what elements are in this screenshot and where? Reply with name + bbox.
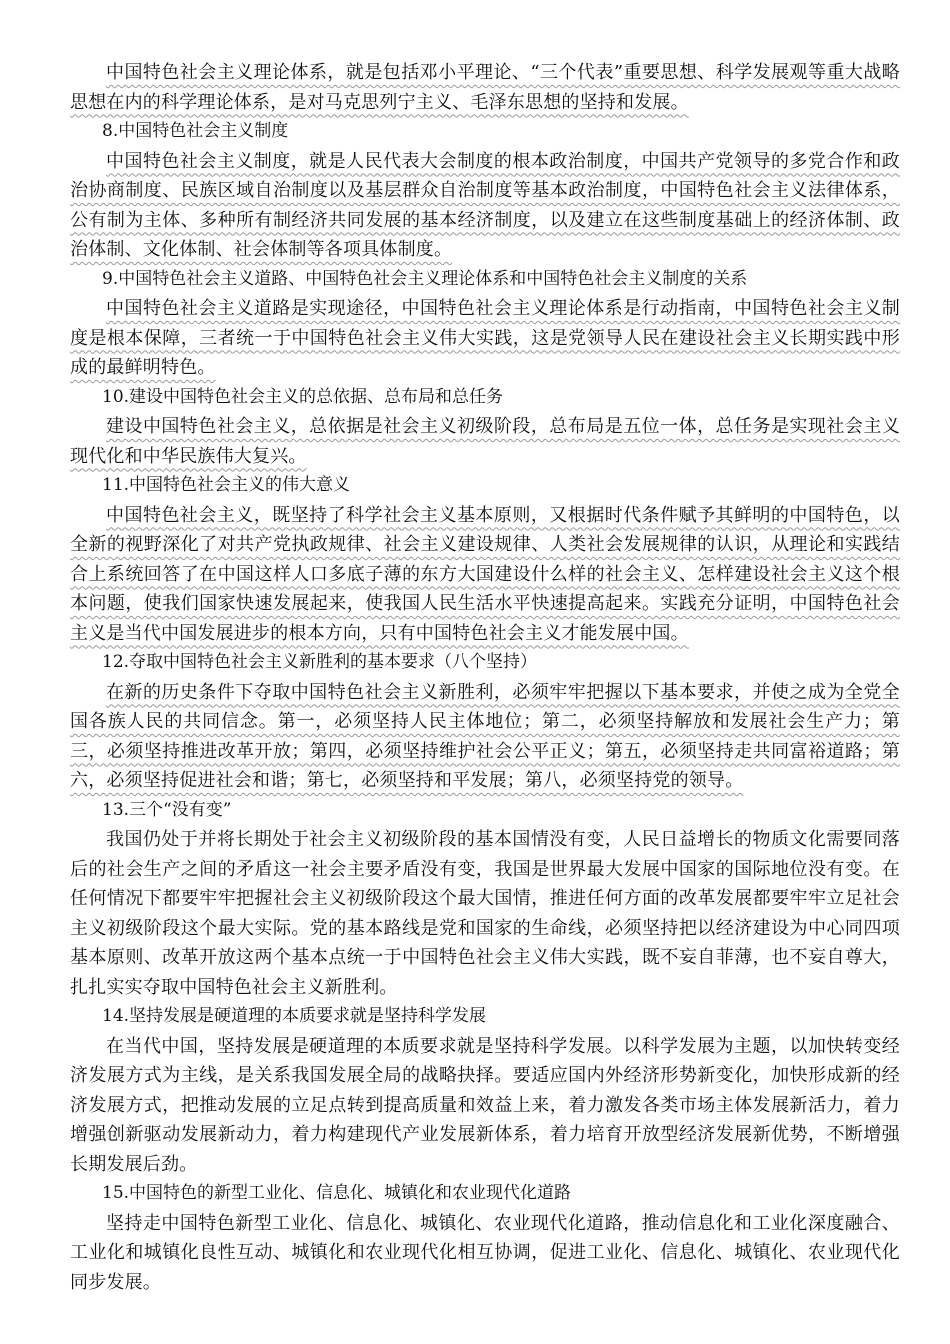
section-15 bbox=[70, 1179, 900, 1297]
paragraph: 在新的历史条件下夺取中国特色社会主义新胜利，必须牢牢把握以下基本要求，并使之成为全党全国各族人民的共同信念。第一，必须坚持人民主体地位；第二，必须坚持解放和发展社会生产力；第三，必须坚持推进改革开放；第四，必须坚持维护社会公平正义；第五，必须坚持走共同富裕道路；第六，必须坚持促进社会和谐；第七，必须坚持和平发展；第八，必须坚持党的领导。 bbox=[70, 681, 900, 791]
paragraph: 中国特色社会主义理论体系，就是包括邓小平理论、“三个代表”重要思想、科学发展观等重大战略思想在内的科学理论体系，是对马克思列宁主义、毛泽东思想的坚持和发展。 bbox=[70, 62, 900, 113]
section-heading: 10.建设中国特色社会主义的总依据、总布局和总任务 bbox=[102, 386, 504, 407]
section-heading: 13.三个“没有变” bbox=[102, 799, 232, 820]
section-14 bbox=[70, 1002, 900, 1179]
paragraph: 在当代中国，坚持发展是硬道理的本质要求就是坚持科学发展。以科学发展为主题，以加快转变经济发展方式为主线，是关系我国发展全局的战略抉择。要适应国内外经济形势新变化，加快形成新的经济发展方式，把推动发展的立足点转到提高质量和效益上来，着力激发各类市场主体发展新活力，着力增强创新驱动发展新动力，着力构建现代产业发展新体系，着力培育开放型经济发展新优势，不断增强长期发展后劲。 bbox=[70, 1035, 900, 1175]
paragraph: 坚持走中国特色新型工业化、信息化、城镇化、农业现代化道路，推动信息化和工业化深度融合、工业化和城镇化良性互动、城镇化和农业现代化相互协调，促进工业化、信息化、城镇化、农业现代化同步发展。 bbox=[70, 1212, 900, 1293]
section-heading: 15.中国特色的新型工业化、信息化、城镇化和农业现代化道路 bbox=[102, 1183, 572, 1203]
section-11 bbox=[70, 471, 900, 648]
section-8 bbox=[70, 117, 900, 265]
paragraph: 中国特色社会主义道路是实现途径，中国特色社会主义理论体系是行动指南，中国特色社会主义制度是根本保障，三者统一于中国特色社会主义伟大实践，这是党领导人民在建设社会主义长期实践中形成的最鲜明特色。 bbox=[70, 298, 900, 378]
document-page bbox=[70, 58, 900, 1297]
paragraph: 中国特色社会主义制度，就是人民代表大会制度的根本政治制度，中国共产党领导的多党合作和政治协商制度、民族区域自治制度以及基层群众自治制度等基本政治制度，中国特色社会主义法律体系，公有制为主体、多种所有制经济共同发展的基本经济制度，以及建立在这些制度基础上的经济体制、政治体制、文化体制、社会体制等各项具体制度。 bbox=[70, 150, 900, 260]
section-7-continuation bbox=[70, 58, 900, 117]
section-9 bbox=[70, 265, 900, 383]
section-heading: 11.中国特色社会主义的伟大意义 bbox=[102, 475, 351, 495]
paragraph: 建设中国特色社会主义，总依据是社会主义初级阶段，总布局是五位一体，总任务是实现社会主义现代化和中华民族伟大复兴。 bbox=[70, 416, 900, 467]
paragraph: 中国特色社会主义，既坚持了科学社会主义基本原则，又根据时代条件赋予其鲜明的中国特色，以全新的视野深化了对共产党执政规律、社会主义建设规律、人类社会发展规律的认识，从理论和实践结合上系统回答了在中国这样人口多底子薄的东方大国建设什么样的社会主义、怎样建设社会主义这个根本问题，使我们国家快速发展起来，使我国人民生活水平快速提高起来。实践充分证明，中国特色社会主义是当代中国发展进步的根本方向，只有中国特色社会主义才能发展中国。 bbox=[70, 504, 900, 644]
section-heading: 12.夺取中国特色社会主义新胜利的基本要求（八个坚持） bbox=[102, 652, 538, 672]
section-heading: 8.中国特色社会主义制度 bbox=[102, 121, 289, 141]
section-12 bbox=[70, 648, 900, 796]
section-heading: 9.中国特色社会主义道路、中国特色社会主义理论体系和中国特色社会主义制度的关系 bbox=[102, 268, 748, 289]
section-13 bbox=[70, 796, 900, 1003]
paragraph: 我国仍处于并将长期处于社会主义初级阶段的基本国情没有变，人民日益增长的物质文化需要同落后的社会生产之间的矛盾这一社会主要矛盾没有变，我国是世界最大发展中国家的国际地位没有变。在任何情况下都要牢牢把握社会主义初级阶段这个最大国情，推进任何方面的改革发展都要牢牢立足社会主义初级阶段这个最大实际。党的基本路线是党和国家的生命线，必须坚持把以经济建设为中心同四项基本原则、改革开放这两个基本点统一于中国特色社会主义伟大实践，既不妄自菲薄，也不妄自尊大，扎扎实实夺取中国特色社会主义新胜利。 bbox=[70, 829, 900, 998]
section-heading: 14.坚持发展是硬道理的本质要求就是坚持科学发展 bbox=[102, 1006, 487, 1026]
section-10 bbox=[70, 383, 900, 472]
